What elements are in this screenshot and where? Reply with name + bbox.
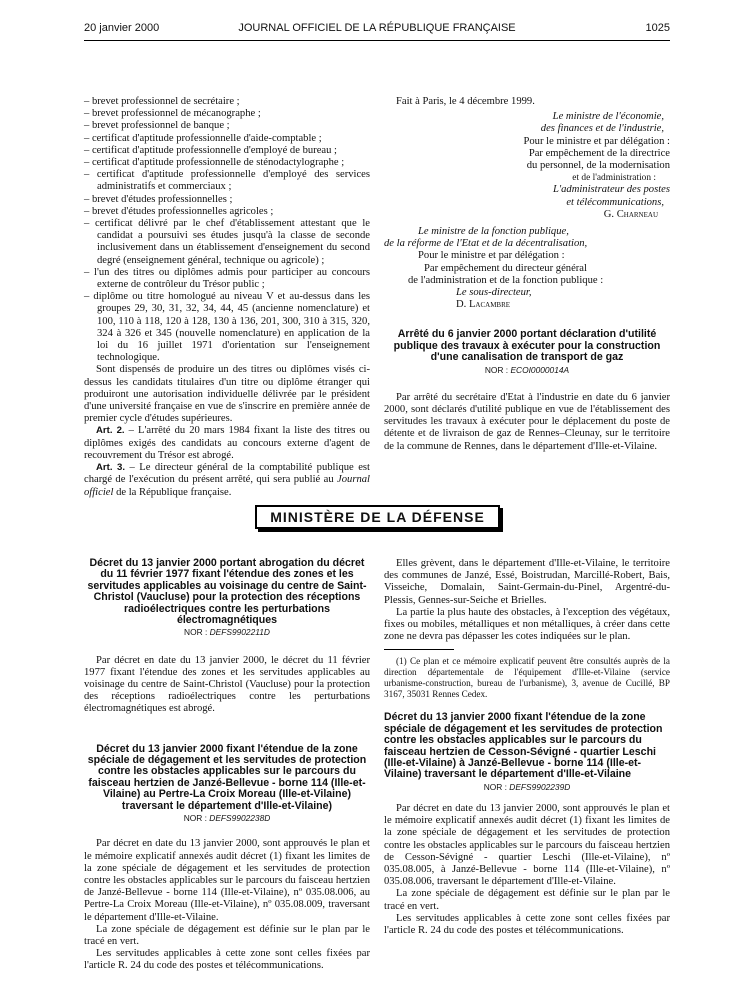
top-left-column (84, 96, 370, 499)
diploma-item: – brevet d'études professionnelles ; (84, 194, 370, 206)
header-date: 20 janvier 2000 (84, 22, 160, 34)
nor-label: NOR : (184, 627, 210, 638)
diploma-list (84, 96, 370, 364)
article-2-text: – L'arrêté du 20 mars 1984 fixant la liste des titres ou diplômes exigés des candidats au concours externe d'agent de recouvrement du Trésor est abrogé. (84, 425, 370, 461)
sig1-line: et de l'administration : (572, 173, 656, 184)
top-right-column (384, 96, 670, 453)
nor-reference (84, 812, 370, 824)
decree-body: Les servitudes applicables à cette zone sont celles fixées par l'article R. 24 du code des postes et télécommunications. (84, 948, 370, 972)
sig2-line: de l'administration et de la fonction publique : (408, 274, 604, 286)
decree-body: Par décret en date du 13 janvier 2000, sont approuvés le plan et le mémoire explicatif annexés audit décret (1) fixant les limites de la zone spéciale de dégagement et les servitudes de protection contre les obstacles applicables sur le parcours du faisceau hertzien de Cesson-Sévigné - quartier Leschi (Ille-et-Vilaine), nº 035.08.005, à Janzé-Bellevue - borne 114 (Ille-et-Vilaine), nº 035.08.006, traversant le département d'Ille-et-Vilaine. (384, 803, 670, 888)
decree-title: Décret du 13 janvier 2000 portant abrogation du décret du 11 février 1977 fixant l'étendue des zones et les servitudes applicables au voisinage du centre de Saint-Christol (Vaucluse) pour la protection des réceptions radioélectriques contre les perturbations électromagnétiques (87, 557, 367, 627)
nor-reference (384, 364, 670, 376)
body-paragraph: Elles grèvent, dans le département d'Ille-et-Vilaine, le territoire des communes de Janzé, Essé, Boistrudan, Marcillé-Robert, Bais, Visseiche, Domalain, Saint-Germain-du-Pinel, Argentré-du-Plessis, Gennes-sur-Seiche et Brielles. (384, 558, 670, 606)
diploma-item: – certificat d'aptitude professionnelle de sténodactylographe ; (84, 157, 370, 169)
nor-code: DEFS9902238D (209, 813, 271, 824)
sig1-line: Pour le ministre et par délégation : (523, 135, 670, 147)
footnote-rule (384, 649, 454, 650)
article-3-text: – Le directeur général de la comptabilité publique est chargé de l'exécution du présent arrêté, qui sera publié au (84, 462, 370, 486)
sig2-line: Pour le ministre et par délégation : (418, 250, 565, 262)
bottom-left-column (84, 558, 370, 973)
sig2-title-line: Le ministre de la fonction publique, (418, 226, 569, 238)
signature-block-public-service (384, 226, 670, 311)
sig2-name: D. Lacambre (456, 299, 511, 311)
body-paragraph: La partie la plus haute des obstacles, à l'exception des végétaux, fixes ou mobiles, métalliques et non métalliques, à créer dans cette zone ne devra pas dépasser les cotes indiquées sur le plan. (384, 606, 670, 643)
decree-body: Par décret en date du 13 janvier 2000, sont approuvés le plan et le mémoire explicatif annexés audit décret (1) fixant les limites de la zone spéciale de dégagement et les servitudes de protection contre les obstacles applicables sur le parcours du faisceau hertzien de Janzé-Bellevue - borne 114 (Ille-et-Vilaine), nº 035.08.006, au Pertre-La Croix Moreau (Ille-et-Vilaine), nº 035.08.009, traversant le département d'Ille-et-Vilaine. (84, 838, 370, 923)
diploma-item: – certificat d'aptitude professionnelle d'employé de bureau ; (84, 145, 370, 157)
diploma-item: – brevet d'études professionnelles agricoles ; (84, 206, 370, 218)
decree-title: Décret du 13 janvier 2000 fixant l'étendue de la zone spéciale de dégagement et les servitudes de protection contre les obstacles applicables sur le parcours du faisceau hertzien de Cesson-Sévigné - quartier Leschi (Ille-et-Vilaine) à Janzé-Bellevue - borne 114 (Ille-et-Vilaine) traversant le département d'Ille-et-Vilaine (384, 711, 663, 781)
sig2-line: Le sous-directeur, (456, 287, 532, 299)
page-header (84, 22, 670, 41)
diploma-item: – brevet professionnel de mécanographe ; (84, 108, 370, 120)
article-2-label: Art. 2. (96, 425, 125, 437)
decree-body: Les servitudes applicables à cette zone sont celles fixées par l'article R. 24 du code des postes et télécommunications. (384, 912, 670, 937)
nor-label: NOR : (484, 364, 511, 375)
footnote: (1) Ce plan et ce mémoire explicatif peuvent être consultés auprès de la direction départementale de l'équipement d'Ille-et-Vilaine (service urbanisme-construction, bureau de l'urbanisme), 3, avenue de Cucillé, BP 3167, 35031 Rennes Cedex. (384, 656, 670, 700)
article-3-label: Art. 3. (96, 462, 126, 474)
nor-code: ECOI0000014A (510, 364, 570, 375)
sig2-line: Par empêchement du directeur général (424, 262, 587, 274)
nor-code: DEFS9902239D (509, 781, 571, 792)
nor-label: NOR : (483, 781, 510, 792)
signature-block-economy (384, 111, 670, 221)
header-journal-title: JOURNAL OFFICIEL DE LA RÉPUBLIQUE FRANÇAISE (238, 22, 516, 34)
bottom-right-column (384, 558, 670, 937)
sig1-line: Par empêchement de la directrice (528, 147, 670, 159)
decree-body: La zone spéciale de dégagement est définie sur le plan par le tracé en vert. (84, 923, 370, 947)
nor-reference (384, 781, 670, 793)
decree-title: Décret du 13 janvier 2000 fixant l'étendue de la zone spéciale de dégagement et les servitudes de protection contre les obstacles applicables sur le parcours du faisceau hertzien de Janzé-Bellevue - borne 114 (Ille-et-Vilaine) au Pertre-La Croix Moreau (Ille-et-Vilaine) traversant le département d'Ille-et-Vilaine) (87, 742, 367, 812)
sig1-line: du personnel, de la modernisation (526, 160, 670, 172)
fait-a-paris: Fait à Paris, le 4 décembre 1999. (396, 96, 535, 107)
sig1-title-line: des finances et de l'industrie, (540, 123, 664, 135)
sig2-title-line: de la réforme de l'Etat et de la décentralisation, (384, 238, 588, 250)
ministry-banner: MINISTÈRE DE LA DÉFENSE (255, 505, 500, 529)
diploma-item: – brevet professionnel de secrétaire ; (84, 96, 370, 108)
sig1-name: G. Charneau (603, 208, 658, 220)
diploma-item: – certificat d'aptitude professionnelle d'aide-comptable ; (84, 133, 370, 145)
article-3 (84, 462, 370, 499)
dispense-paragraph: Sont dispensés de produire un des titres ou diplômes visés ci-dessus les candidats titulaires d'un titre ou diplôme étranger qui produiront une autorisation individuelle délivrée par le président d'une université française en vue de s'inscrire en première année de premier cycle d'études supérieures. (84, 364, 370, 425)
diploma-item: – certificat d'aptitude professionnelle d'employé des services administratifs et commerciaux ; (84, 169, 370, 193)
journal-officiel-ref: Journal officiel (84, 474, 370, 498)
article-3-text-end: de la République française. (113, 486, 232, 498)
nor-label: NOR : (183, 813, 210, 824)
diploma-item: – certificat délivré par le chef d'établissement attestant que le candidat a poursuivi ses études jusqu'à la classe de seconde inclusivement dans un établissement d'enseignement du second degré (enseignement général, technique ou agricole) ; (84, 218, 370, 267)
decree-title: Arrêté du 6 janvier 2000 portant déclaration d'utilité publique des travaux à exécuter pour la construction d'une canalisation de transport de gaz (393, 328, 661, 364)
decree-gas-pipeline (384, 329, 670, 452)
nor-reference (84, 626, 370, 638)
sig1-line: et télécommunications, (566, 196, 664, 208)
decree-body: Par arrêté du secrétaire d'Etat à l'industrie en date du 6 janvier 2000, sont déclarés d'utilité publique en vue de l'établissement des servitudes les travaux à exécuter pour le déplacement du poste de détente et de livraison de gaz de Rennes–Cleunay, sur le territoire de la commune de Rennes, dans le département d'Ille-et-Vilaine. (384, 391, 670, 452)
diploma-item: – brevet professionnel de banque ; (84, 120, 370, 132)
decree-body: Par décret en date du 13 janvier 2000, le décret du 11 février 1977 fixant l'étendue des zones et les servitudes applicables au voisinage du centre de Saint-Christol (Vaucluse) pour la protection des réceptions radioélectriques contre les perturbations électromagnétiques est abrogé. (84, 654, 370, 715)
diploma-item: – diplôme ou titre homologué au niveau V et au-dessus dans les groupes 29, 30, 31, 32, 34, 44, 45 (ancienne nomenclature) et 100, 110 à 118, 120 à 128, 130 à 136, 201, 300, 310 à 315, 320, 324 à 326 et 345 (nouvelle nomenclature) en application de la loi du 16 juillet 1971 d'orientation sur l'enseignement technologique. (84, 291, 370, 364)
article-2 (84, 425, 370, 462)
nor-code: DEFS9902211D (209, 627, 270, 638)
decree-body: La zone spéciale de dégagement est définie sur le plan par le tracé en vert. (384, 888, 670, 912)
sig1-title-line: Le ministre de l'économie, (552, 111, 664, 123)
diploma-item: – l'un des titres ou diplômes admis pour participer au concours externe de contrôleur du Trésor public ; (84, 267, 370, 291)
header-page-number: 1025 (645, 22, 670, 34)
sig1-line: L'administrateur des postes (552, 184, 670, 196)
